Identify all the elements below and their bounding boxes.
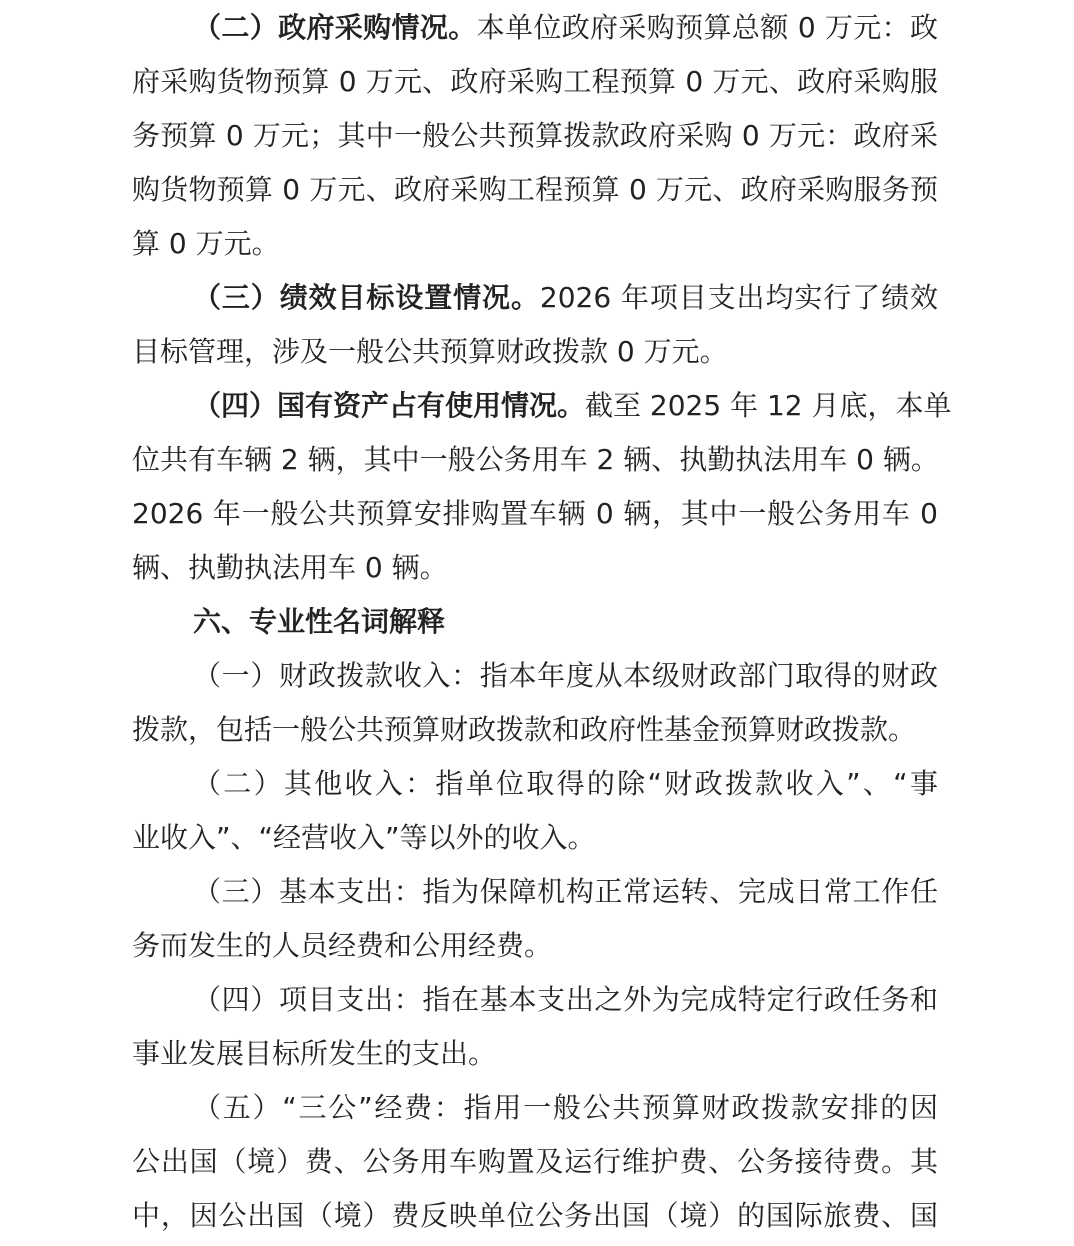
paragraph <box>132 865 938 973</box>
text-line <box>132 55 938 109</box>
paragraph <box>132 973 938 1081</box>
line-text: 购货物预算 0 万元、政府采购工程预算 0 万元、政府采购服务预 <box>132 173 938 206</box>
section-heading: （四）国有资产占有使用情况。 <box>193 389 586 422</box>
text-line <box>132 1 938 55</box>
line-text: 2026 年项目支出均实行了绩效 <box>539 281 938 314</box>
paragraph <box>132 1081 938 1243</box>
paragraph <box>132 757 938 865</box>
text-line <box>132 217 938 271</box>
line-text: 业收入”、“经营收入”等以外的收入。 <box>132 821 596 854</box>
line-text: （二）其他收入：指单位取得的除“财政拨款收入”、“事 <box>193 767 938 800</box>
line-text: 截至 2025 年 12 月底，本单 <box>585 389 952 422</box>
text-line <box>132 325 938 379</box>
text-line <box>132 973 938 1027</box>
text-line <box>132 379 952 433</box>
document-body <box>132 1 952 1243</box>
line-text: 务预算 0 万元；其中一般公共预算拨款政府采购 0 万元：政府采 <box>132 119 938 152</box>
text-line <box>132 271 938 325</box>
line-text: 中，因公出国（境）费反映单位公务出国（境）的国际旅费、国 <box>132 1199 938 1232</box>
section-heading: （二）政府采购情况。 <box>193 11 477 44</box>
text-line <box>132 865 938 919</box>
paragraph <box>132 271 938 379</box>
line-text: 务而发生的人员经费和公用经费。 <box>132 929 553 962</box>
text-line <box>132 595 938 649</box>
paragraph <box>132 379 952 595</box>
paragraph <box>132 649 938 757</box>
text-line <box>132 433 938 487</box>
text-line <box>132 1135 938 1189</box>
text-line <box>132 109 938 163</box>
text-line <box>132 487 938 541</box>
line-text: 本单位政府采购预算总额 0 万元：政 <box>476 11 938 44</box>
text-line <box>132 811 938 865</box>
line-text: 拨款，包括一般公共预算财政拨款和政府性基金预算财政拨款。 <box>132 713 917 746</box>
text-line <box>132 163 938 217</box>
text-line <box>132 1027 938 1081</box>
line-text: 府采购货物预算 0 万元、政府采购工程预算 0 万元、政府采购服 <box>132 65 938 98</box>
text-line <box>132 1189 938 1243</box>
paragraph <box>132 595 938 649</box>
line-text: 目标管理，涉及一般公共预算财政拨款 0 万元。 <box>132 335 728 368</box>
line-text: （一）财政拨款收入：指本年度从本级财政部门取得的财政 <box>193 659 938 692</box>
line-text: 辆、执勤执法用车 0 辆。 <box>132 551 448 584</box>
line-text: 2026 年一般公共预算安排购置车辆 0 辆，其中一般公务用车 0 <box>132 497 938 530</box>
line-text: 公出国（境）费、公务用车购置及运行维护费、公务接待费。其 <box>132 1145 938 1178</box>
line-text: 算 0 万元。 <box>132 227 280 260</box>
text-line <box>132 757 938 811</box>
line-text: 事业发展目标所发生的支出。 <box>132 1037 497 1070</box>
text-line <box>132 541 938 595</box>
section-heading: 六、专业性名词解释 <box>193 605 446 638</box>
line-text: 位共有车辆 2 辆，其中一般公务用车 2 辆、执勤执法用车 0 辆。 <box>132 443 939 476</box>
line-text: （五）“三公”经费：指用一般公共预算财政拨款安排的因 <box>193 1091 938 1124</box>
text-line <box>132 703 938 757</box>
paragraph <box>132 1 938 271</box>
line-text: （四）项目支出：指在基本支出之外为完成特定行政任务和 <box>193 983 938 1016</box>
text-line <box>132 1081 938 1135</box>
text-line <box>132 649 938 703</box>
section-heading: （三）绩效目标设置情况。 <box>193 281 540 314</box>
text-line <box>132 919 938 973</box>
line-text: （三）基本支出：指为保障机构正常运转、完成日常工作任 <box>193 875 938 908</box>
